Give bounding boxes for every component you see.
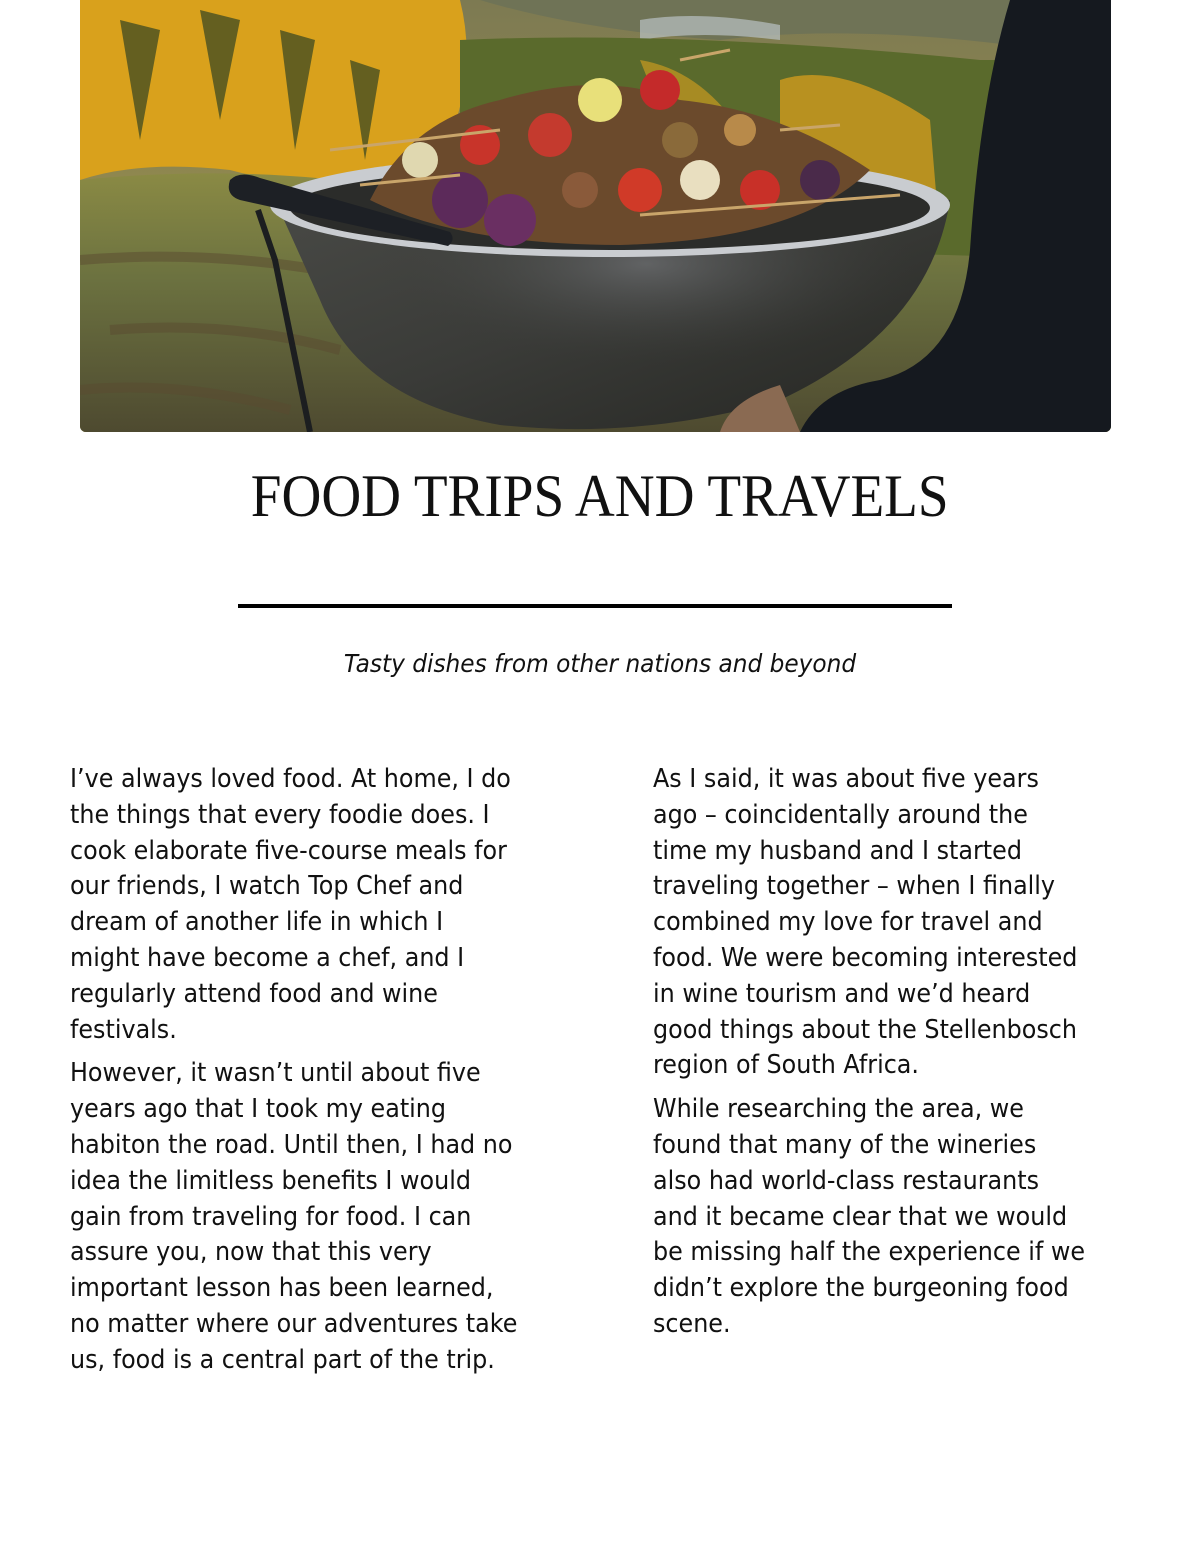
text-line: assure you, now that this very	[70, 1237, 432, 1268]
text-line: good things about the Stellenbosch	[653, 1014, 1077, 1045]
photo-image-icon	[80, 0, 1111, 432]
paragraph	[70, 1056, 556, 1378]
text-line: might have become a chef, and I	[70, 942, 465, 973]
text-line: in wine tourism and we’d heard	[653, 978, 1031, 1009]
title-divider	[238, 604, 952, 608]
paragraph	[653, 762, 1121, 1084]
paragraph	[653, 1092, 1121, 1343]
text-line: traveling together – when I finally	[653, 871, 1056, 902]
text-line: regularly attend food and wine	[70, 978, 438, 1009]
article-column-right	[653, 762, 1121, 1351]
text-line: our friends, I watch Top Chef and	[70, 871, 464, 902]
text-line: gain from traveling for food. I can	[70, 1201, 472, 1232]
text-line: ago – coincidentally around the	[653, 799, 1028, 830]
text-line: cook elaborate five-course meals for	[70, 835, 507, 866]
text-line: I’ve always loved food. At home, I do	[70, 764, 511, 794]
text-line: didn’t explore the burgeoning food	[653, 1273, 1069, 1304]
page-subtitle: Tasty dishes from other nations and beyond	[343, 649, 857, 678]
text-line: the things that every foodie does. I	[70, 799, 490, 830]
text-line: festivals.	[70, 1014, 177, 1045]
text-line: As I said, it was about five years	[653, 764, 1039, 794]
text-line: found that many of the wineries	[653, 1129, 1037, 1160]
text-line: While researching the area, we	[653, 1094, 1024, 1125]
article-column-left	[70, 762, 556, 1387]
page-title: FOOD TRIPS AND TRAVELS	[250, 463, 949, 529]
hero-photo	[80, 0, 1111, 432]
text-line: also had world-class restaurants	[653, 1165, 1040, 1196]
text-line: us, food is a central part of the trip.	[70, 1344, 495, 1375]
paragraph	[70, 762, 556, 1048]
text-line: years ago that I took my eating	[70, 1094, 447, 1125]
text-line: region of South Africa.	[653, 1050, 919, 1081]
text-line: combined my love for travel and	[653, 907, 1043, 938]
text-line: dream of another life in which I	[70, 907, 444, 938]
text-line: no matter where our adventures take	[70, 1308, 518, 1339]
text-line: be missing half the experience if we	[653, 1237, 1086, 1268]
text-line: idea the limitless benefits I would	[70, 1165, 472, 1196]
text-line: important lesson has been learned,	[70, 1273, 494, 1304]
text-line: However, it wasn’t until about five	[70, 1058, 481, 1089]
text-line: habiton the road. Until then, I had no	[70, 1129, 513, 1160]
text-line: time my husband and I started	[653, 835, 1022, 866]
text-line: and it became clear that we would	[653, 1201, 1068, 1232]
text-line: food. We were becoming interested	[653, 942, 1078, 973]
text-line: scene.	[653, 1308, 731, 1339]
